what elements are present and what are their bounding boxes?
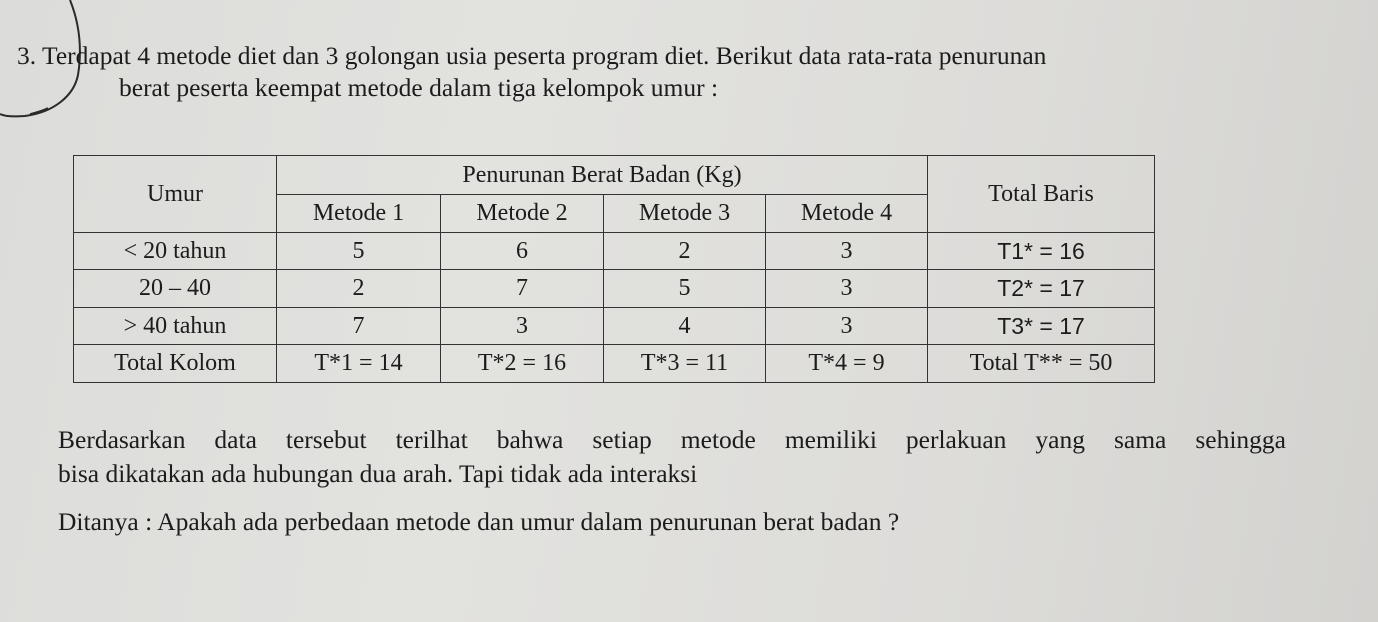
column-total: T*4 = 9 — [766, 345, 928, 383]
table-header-row — [74, 156, 1155, 195]
table-cell: 7 — [277, 307, 441, 345]
table-cell: 4 — [604, 307, 766, 345]
header-method-3: Metode 3 — [604, 195, 766, 233]
table-cell: 3 — [766, 307, 928, 345]
table-row — [74, 270, 1155, 308]
question-line-1: 3. Terdapat 4 metode diet dan 3 golongan usia peserta program diet. Berikut data rata-rata penurunan — [17, 41, 1047, 70]
header-total-baris: Total Baris — [928, 156, 1155, 233]
paragraph-line-1: Berdasarkan data tersebut terilhat bahwa setiap metode memiliki perlakuan yang sama sehingga — [58, 425, 1286, 454]
table-row — [74, 232, 1155, 270]
weight-loss-table — [73, 155, 1155, 383]
table-cell: 2 — [604, 232, 766, 270]
column-total: T*3 = 11 — [604, 345, 766, 383]
table-footer-row — [74, 345, 1155, 383]
footer-label: Total Kolom — [74, 345, 277, 383]
header-method-1: Metode 1 — [277, 195, 441, 233]
question-prompt: Ditanya : Apakah ada perbedaan metode dan umur dalam penurunan berat badan ? — [58, 507, 900, 536]
table-cell: 3 — [766, 232, 928, 270]
table-row — [74, 307, 1155, 345]
header-method-4: Metode 4 — [766, 195, 928, 233]
row-total: T1* = 16 — [928, 232, 1155, 270]
column-total: T*2 = 16 — [441, 345, 604, 383]
row-label: < 20 tahun — [74, 232, 277, 270]
header-group: Penurunan Berat Badan (Kg) — [277, 156, 928, 195]
table-cell: 3 — [766, 270, 928, 308]
header-method-2: Metode 2 — [441, 195, 604, 233]
table-cell: 3 — [441, 307, 604, 345]
row-total: T3* = 17 — [928, 307, 1155, 345]
question-intro — [17, 40, 1046, 104]
header-umur: Umur — [74, 156, 277, 233]
table-cell: 7 — [441, 270, 604, 308]
paragraph-line-2: bisa dikatakan ada hubungan dua arah. Tapi tidak ada interaksi — [58, 459, 698, 488]
table-cell: 5 — [604, 270, 766, 308]
grand-total: Total T** = 50 — [928, 345, 1155, 383]
row-label: 20 – 40 — [74, 270, 277, 308]
question-line-2: berat peserta keempat metode dalam tiga kelompok umur : — [119, 73, 719, 102]
table-cell: 5 — [277, 232, 441, 270]
table-cell: 2 — [277, 270, 441, 308]
row-total: T2* = 17 — [928, 270, 1155, 308]
row-label: > 40 tahun — [74, 307, 277, 345]
column-total: T*1 = 14 — [277, 345, 441, 383]
table-cell: 6 — [441, 232, 604, 270]
